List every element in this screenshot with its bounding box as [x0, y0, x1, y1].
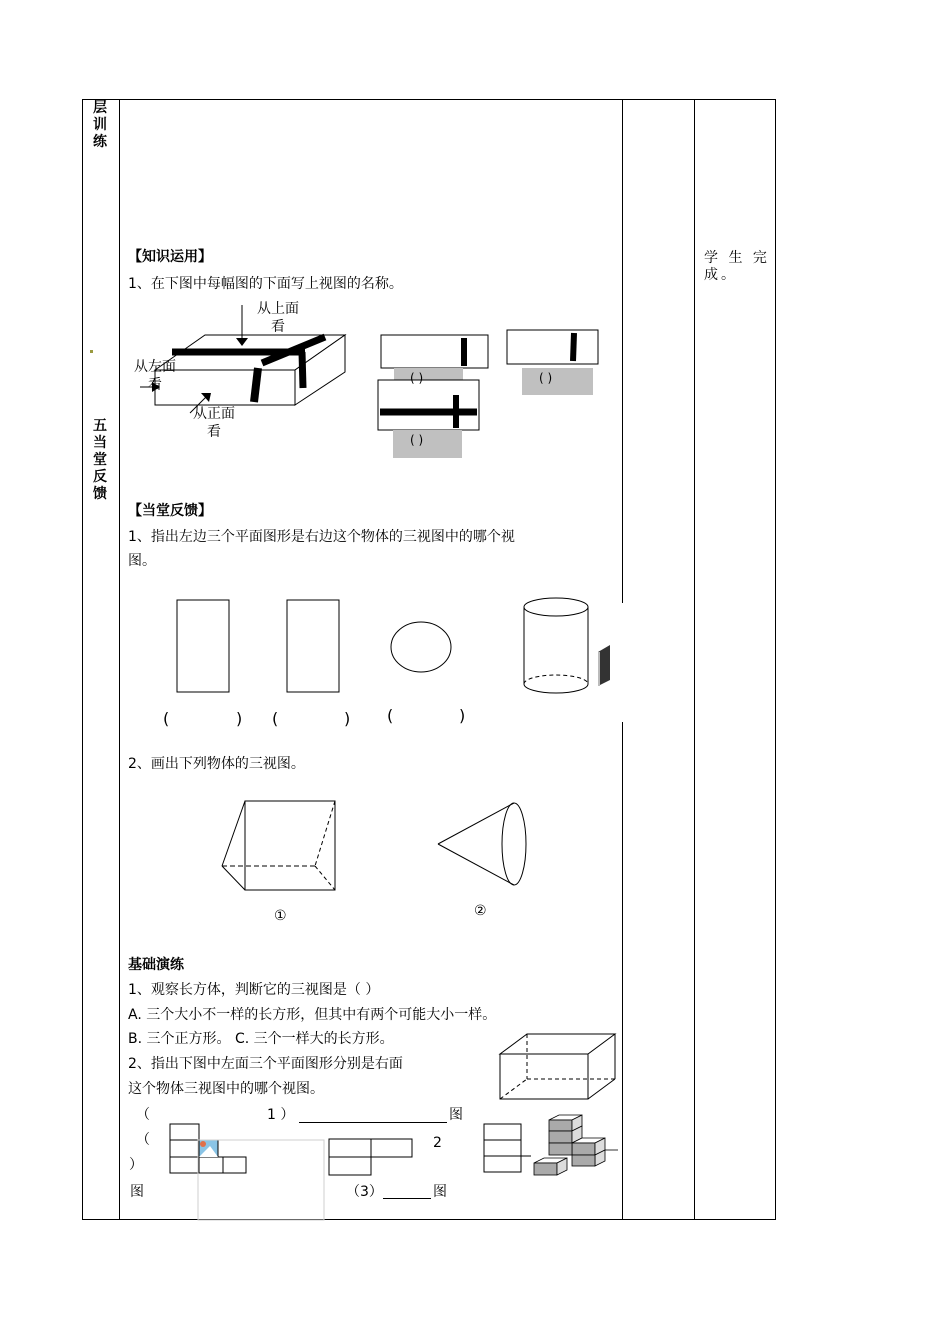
label-left-view: 从左面看 — [134, 359, 176, 393]
item2-close: ） — [129, 1157, 143, 1173]
item1-tu: 图 — [449, 1107, 463, 1123]
label-top-view: 从上面看 — [257, 301, 299, 335]
label-front-view: 从正面看 — [193, 406, 235, 440]
section4-label: 层 训 练 — [93, 100, 107, 150]
paren-open-1: ( — [163, 709, 170, 728]
basic-heading: 基础演练 — [128, 957, 184, 973]
feedback-q1-line2: 图。 — [128, 553, 156, 569]
knowledge-q1: 1、在下图中每幅图的下面写上视图的名称。 — [128, 276, 403, 292]
basic-q2-line1: 2、指出下图中左面三个平面图形分别是右面 — [128, 1056, 403, 1072]
student-note: 学 生 完成。 — [704, 250, 770, 283]
basic-option-bc: B. 三个正方形。 C. 三个一样大的长方形。 — [128, 1031, 394, 1047]
feedback-q1-line1: 1、指出左边三个平面图形是右边这个物体的三视图中的哪个视 — [128, 529, 515, 545]
blank-view-3: ( ) — [539, 371, 553, 385]
blank-view-2: ( ) — [410, 433, 424, 447]
item3-label: （3） — [346, 1184, 383, 1200]
item1-label: 1 ） — [267, 1107, 295, 1123]
paren-open-3: ( — [387, 706, 394, 725]
basic-q1: 1、观察长方体，判断它的三视图是（ ） — [128, 982, 380, 998]
item-tu-left: 图 — [130, 1184, 144, 1200]
paren-open-2: ( — [272, 709, 279, 728]
item3-tu: 图 — [433, 1184, 447, 1200]
basic-option-a: A. 三个大小不一样的长方形，但其中有两个可能大小一样。 — [128, 1007, 497, 1023]
paren-close-2: ) — [344, 709, 351, 728]
blank-view-1: ( ) — [410, 371, 424, 385]
knowledge-heading: 【知识运用】 — [128, 249, 212, 265]
figure-1-label: ① — [274, 908, 287, 924]
paren-close-1: ) — [236, 709, 243, 728]
item2-paren: （ — [136, 1132, 150, 1148]
section5-label: 五 当 堂 反 馈 — [93, 418, 107, 502]
feedback-q2: 2、画出下列物体的三视图。 — [128, 756, 305, 772]
item1-paren: （ — [136, 1107, 150, 1123]
basic-q2-line2: 这个物体三视图中的哪个视图。 — [128, 1081, 324, 1097]
feedback-heading: 【当堂反馈】 — [128, 503, 212, 519]
figure-2-label: ② — [474, 903, 487, 919]
paren-close-3: ) — [459, 706, 466, 725]
item2-label: 2 — [433, 1135, 442, 1151]
